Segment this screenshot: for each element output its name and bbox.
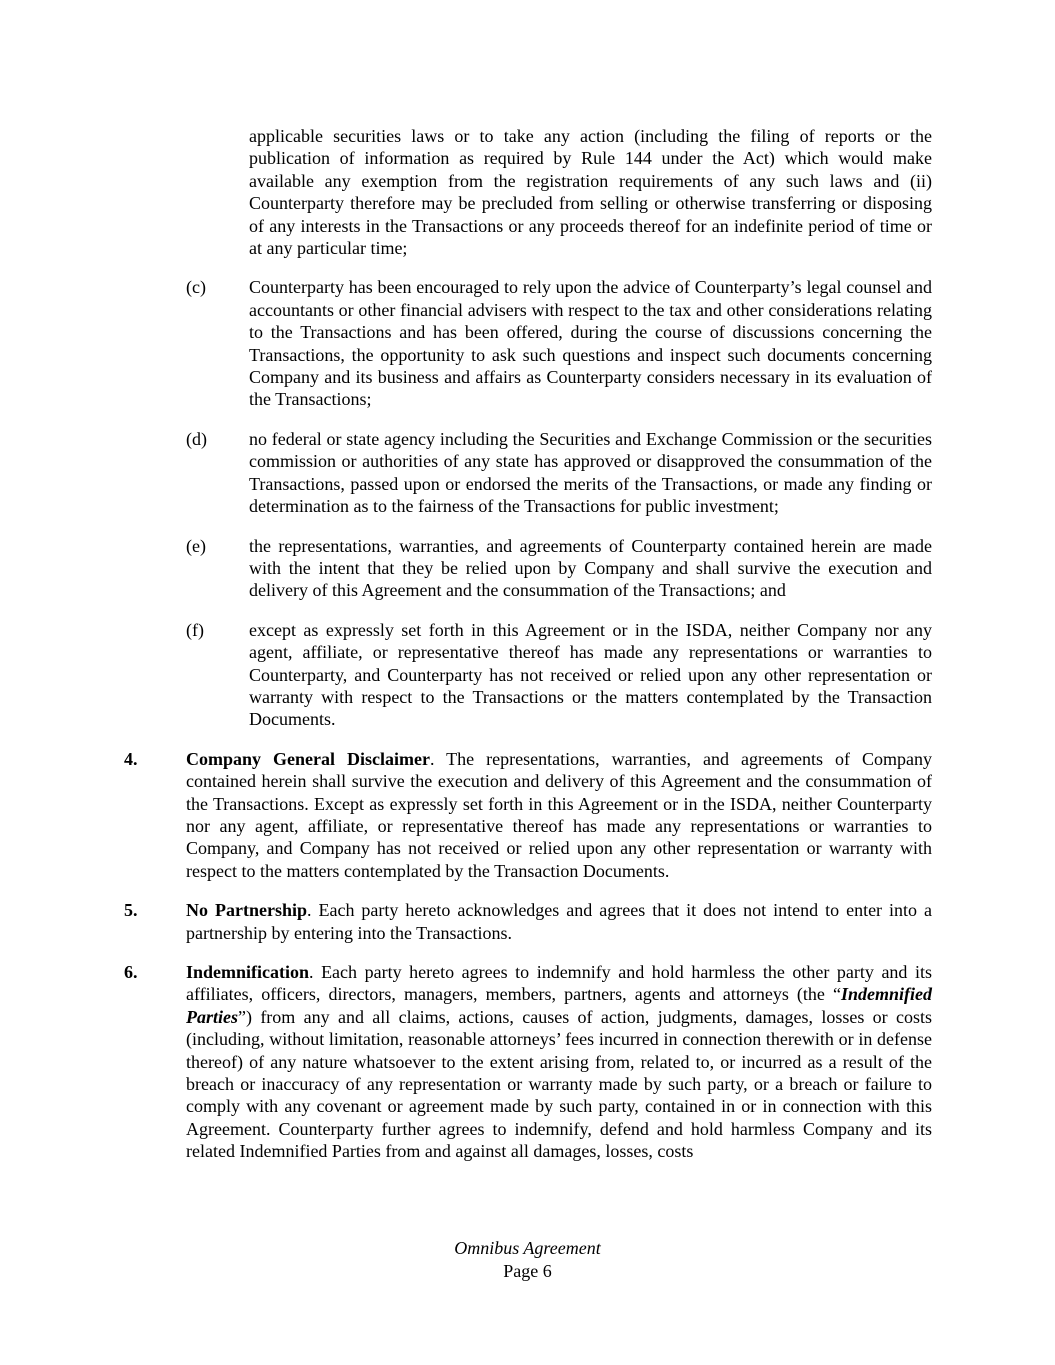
section-6-body-end: ”) from any and all claims, actions, causes of action, judgments, damages, losses or costs (including, without limitation, reasonable attorneys’ fees incurred in connection therewith or in defense thereof) of any nature whatsoever to the extent arising from, related to, or incurred as a result of the breach or inaccuracy of any representation or warranty made by such party, or a breach or failure to comply with any covenant or agreement made by such party, contained in or in connection with this Agreement. Counterparty further agrees to indemnify, defend and hold harmless Company and its related Indemnified Parties from and against all damages, losses, costs bbox=[186, 1006, 932, 1162]
section-6-paragraph bbox=[186, 961, 932, 1163]
list-item-d-text: no federal or state agency including the Securities and Exchange Commission or the securities commission or authorities of any state has approved or disapproved the consummation of the Transactions, passed upon or endorsed the merits of the Transactions, or made any finding or determination as to the fairness of the Transactions for public investment; bbox=[249, 428, 932, 517]
list-item-e bbox=[186, 535, 932, 602]
list-item-f-text: except as expressly set forth in this Agreement or in the ISDA, neither Company nor any agent, affiliate, or representative thereof has made any representations or warranties to Counterparty, and Counterparty has not received or relied upon any other representation or warranty with respect to the Transactions or the matters contemplated by the Transaction Documents. bbox=[249, 619, 932, 730]
list-item-e-text: the representations, warranties, and agreements of Counterparty contained herein are made with the intent that they be relied upon by Company and shall survive the execution and delivery of this Agreement and the consummation of the Transactions; and bbox=[249, 535, 932, 601]
list-item-c bbox=[186, 276, 932, 410]
list-item-d-label: (d) bbox=[186, 428, 207, 449]
list-item-c-text: Counterparty has been encouraged to rely upon the advice of Counterparty’s legal counsel and accountants or other financial advisers with respect to the tax and other considerations relating to the Transactions and has been offered, during the course of discussions concerning the Transactions, the opportunity to ask such questions and inspect such documents concerning Company and its business and affairs as Counterparty considers necessary in its evaluation of the Transactions; bbox=[249, 277, 932, 410]
list-item-f bbox=[186, 619, 932, 731]
section-6-number: 6. bbox=[124, 962, 138, 982]
footer-document-title: Omnibus Agreement bbox=[454, 1238, 601, 1259]
paragraph-continuation: applicable securities laws or to take any action (including the filing of reports or the publication of information as required by Rule 144 under the Act) which would make available any exemption from the registration requirements of any such laws and (ii) Counterparty therefore may be precluded from selling or otherwise transferring or disposing of any interests in the Transactions or any proceeds thereof for an indefinite period of time or at any particular time; bbox=[249, 126, 932, 259]
section-4-body: . The representations, warranties, and agreements of Company contained herein shall survive the execution and delivery of this Agreement and the consummation of the Transactions. Except as expressly set forth in this Agreement or in the ISDA, neither Counterparty nor any agent, affiliate, or representative thereof has made any representations or warranties to Company, and Company has not received or relied upon any other representation or warranty with respect to the matters contemplated by the Transaction Documents. bbox=[186, 748, 932, 881]
list-item-e-label: (e) bbox=[186, 535, 206, 556]
list-item-f-label: (f) bbox=[186, 619, 204, 640]
section-6-defined-term: Indemnified Parties bbox=[186, 984, 932, 1027]
section-6-body-start: . Each party hereto agrees to indemnify and hold harmless the other party and its affiliates, officers, directors, managers, members, partners, agents and attorneys (the “ bbox=[186, 962, 932, 1005]
section-4-number: 4. bbox=[124, 748, 138, 769]
section-6 bbox=[124, 961, 932, 1163]
list-item-c-label: (c) bbox=[186, 277, 206, 298]
section-5-number: 5. bbox=[124, 900, 138, 921]
section-4 bbox=[124, 748, 932, 882]
list-item-d bbox=[186, 428, 932, 518]
section-5-body: . Each party hereto acknowledges and agrees that it does not intend to enter into a partnership by entering into the Transactions. bbox=[186, 900, 933, 943]
page-footer bbox=[0, 1237, 1055, 1282]
document-body bbox=[124, 125, 932, 1180]
section-5-heading: No Partnership bbox=[186, 900, 307, 921]
section-4-heading: Company General Disclaimer bbox=[186, 748, 430, 769]
section-4-paragraph bbox=[186, 748, 932, 882]
section-5 bbox=[124, 899, 932, 944]
section-6-heading: Indemnification bbox=[186, 962, 310, 982]
footer-page-number: Page 6 bbox=[503, 1260, 552, 1281]
section-5-paragraph bbox=[186, 899, 932, 944]
